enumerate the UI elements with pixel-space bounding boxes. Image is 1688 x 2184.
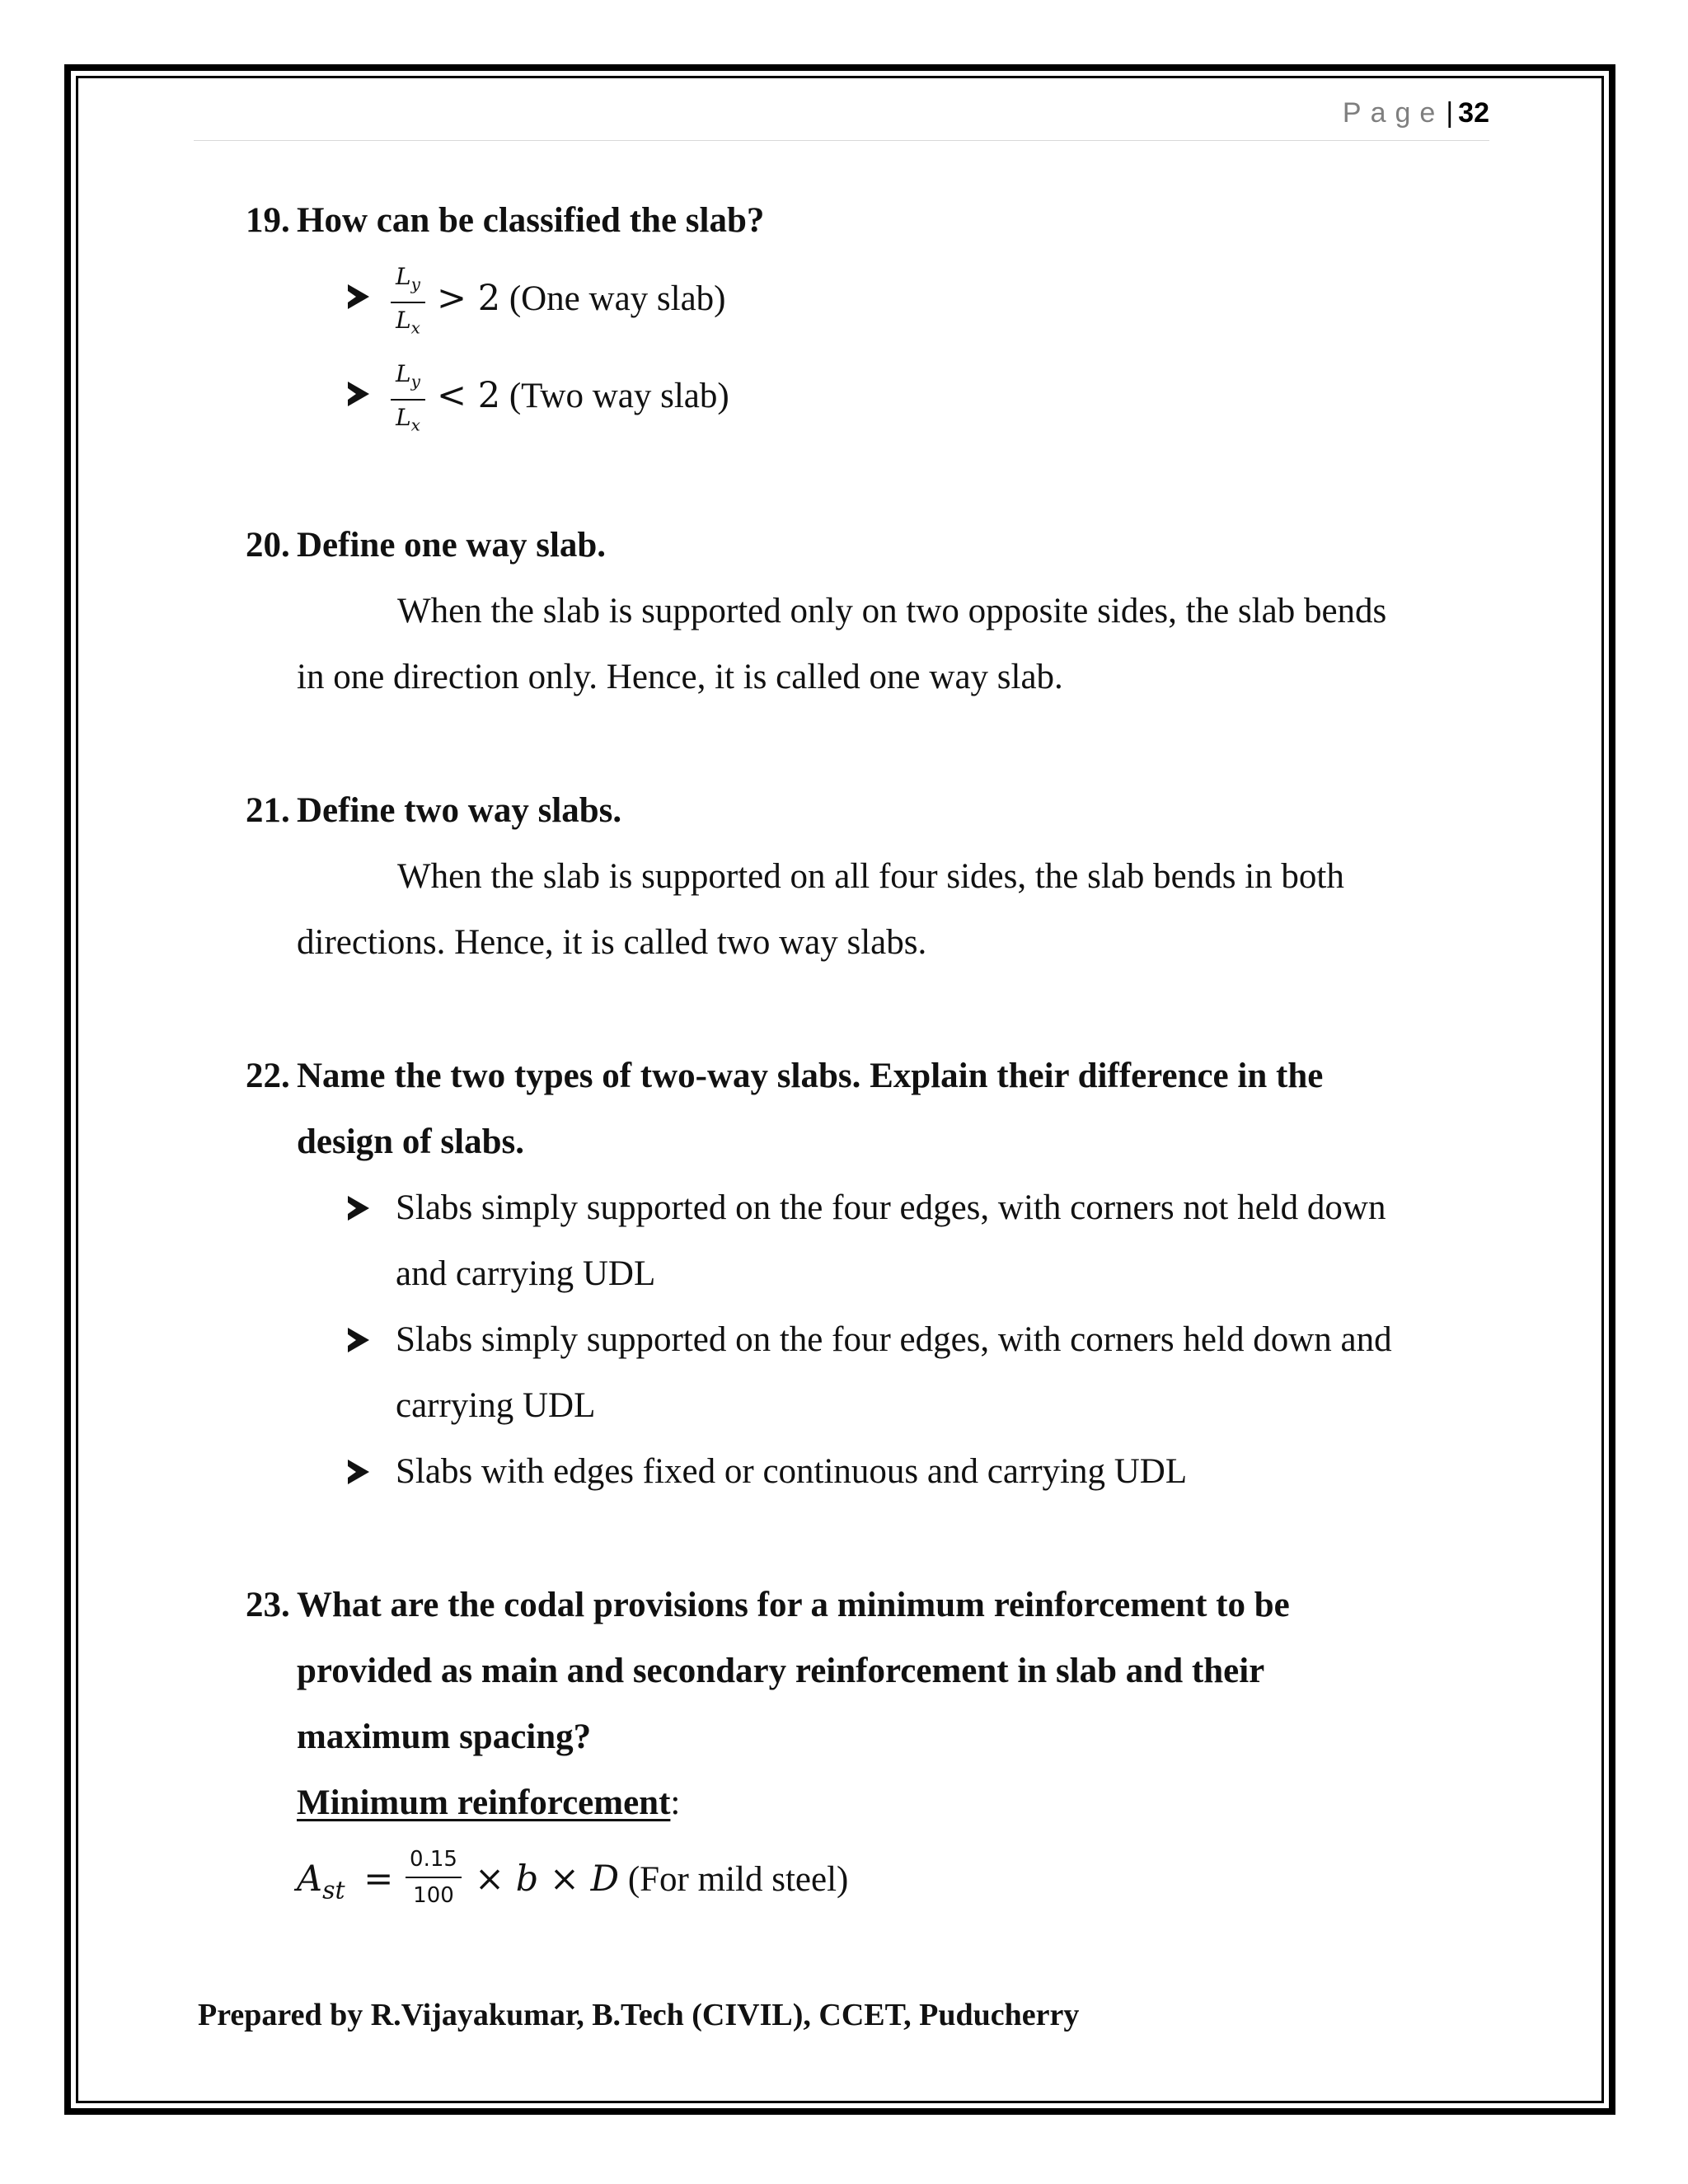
question-number: 23. (246, 1586, 290, 1624)
question-23-heading (246, 1572, 1290, 1638)
page-separator: | (1446, 97, 1454, 129)
question-number: 19. (246, 201, 290, 240)
formula-fraction (406, 1844, 462, 1910)
arrow-bullet-icon (348, 1328, 369, 1352)
fraction-denominator: 100 (413, 1883, 454, 1908)
classification-one-way: > 2 (One way slab) (437, 278, 726, 319)
question-number: 22. (246, 1057, 290, 1095)
question-23-heading-cont-1: provided as main and secondary reinforcement in slab and their (297, 1652, 1265, 1690)
page-footer: Prepared by R.Vijayakumar, B.Tech (CIVIL), CCET, Puducherry (198, 1998, 1080, 2032)
answer-20-line-1: When the slab is supported only on two opposite sides, the slab bends (397, 592, 1387, 630)
question-number: 20. (246, 526, 290, 565)
question-20-heading (246, 513, 606, 579)
answer-20-line-2: in one direction only. Hence, it is called one way slab. (297, 658, 1063, 696)
formula-lhs: $A_{st}$ = (297, 1858, 394, 1905)
arrow-bullet-icon (348, 284, 369, 309)
bullet-22-1-line-1: Slabs simply supported on the four edges, with corners not held down (396, 1188, 1386, 1227)
question-22-heading-cont: design of slabs. (297, 1122, 524, 1161)
fraction-numerator: $L_y$ (396, 263, 420, 294)
fraction-numerator: $L_y$ (396, 360, 420, 391)
question-22-heading (246, 1043, 1323, 1109)
fraction-numerator: 0.15 (410, 1847, 457, 1872)
page-label: Page (1342, 97, 1445, 129)
answer-21-line-2: directions. Hence, it is called two way slabs. (297, 923, 927, 962)
fraction-denominator: $L_x$ (396, 306, 420, 338)
formula-rhs: × b × D (For mild steel) (475, 1858, 849, 1900)
question-title: Define two way slabs. (297, 791, 622, 830)
ratio-fraction (391, 262, 425, 342)
minimum-reinforcement-subheading: Minimum reinforcement: (297, 1783, 681, 1822)
question-title: Define one way slab. (297, 526, 607, 565)
page-number: 32 (1458, 97, 1489, 129)
question-title: Name the two types of two-way slabs. Explain their difference in the (297, 1057, 1324, 1095)
question-title: What are the codal provisions for a minimum reinforcement to be (297, 1586, 1290, 1624)
ratio-fraction (391, 359, 425, 439)
fraction-denominator: $L_x$ (396, 403, 420, 435)
question-title: How can be classified the slab? (297, 201, 765, 240)
arrow-bullet-icon (348, 1196, 369, 1221)
question-23-heading-cont-2: maximum spacing? (297, 1718, 592, 1756)
page-header (194, 97, 1489, 141)
answer-21-line-1: When the slab is supported on all four sides, the slab bends in both (397, 857, 1344, 896)
arrow-bullet-icon (348, 1460, 369, 1484)
question-number: 21. (246, 791, 290, 830)
bullet-22-3-line-1: Slabs with edges fixed or continuous and carrying UDL (396, 1452, 1188, 1491)
question-19-heading (246, 188, 764, 254)
classification-two-way: < 2 (Two way slab) (437, 375, 729, 416)
bullet-22-1-line-2: and carrying UDL (396, 1254, 656, 1293)
arrow-bullet-icon (348, 382, 369, 406)
bullet-22-2-line-1: Slabs simply supported on the four edges, with corners held down and (396, 1320, 1392, 1359)
question-21-heading (246, 778, 621, 844)
bullet-22-2-line-2: carrying UDL (396, 1386, 596, 1425)
